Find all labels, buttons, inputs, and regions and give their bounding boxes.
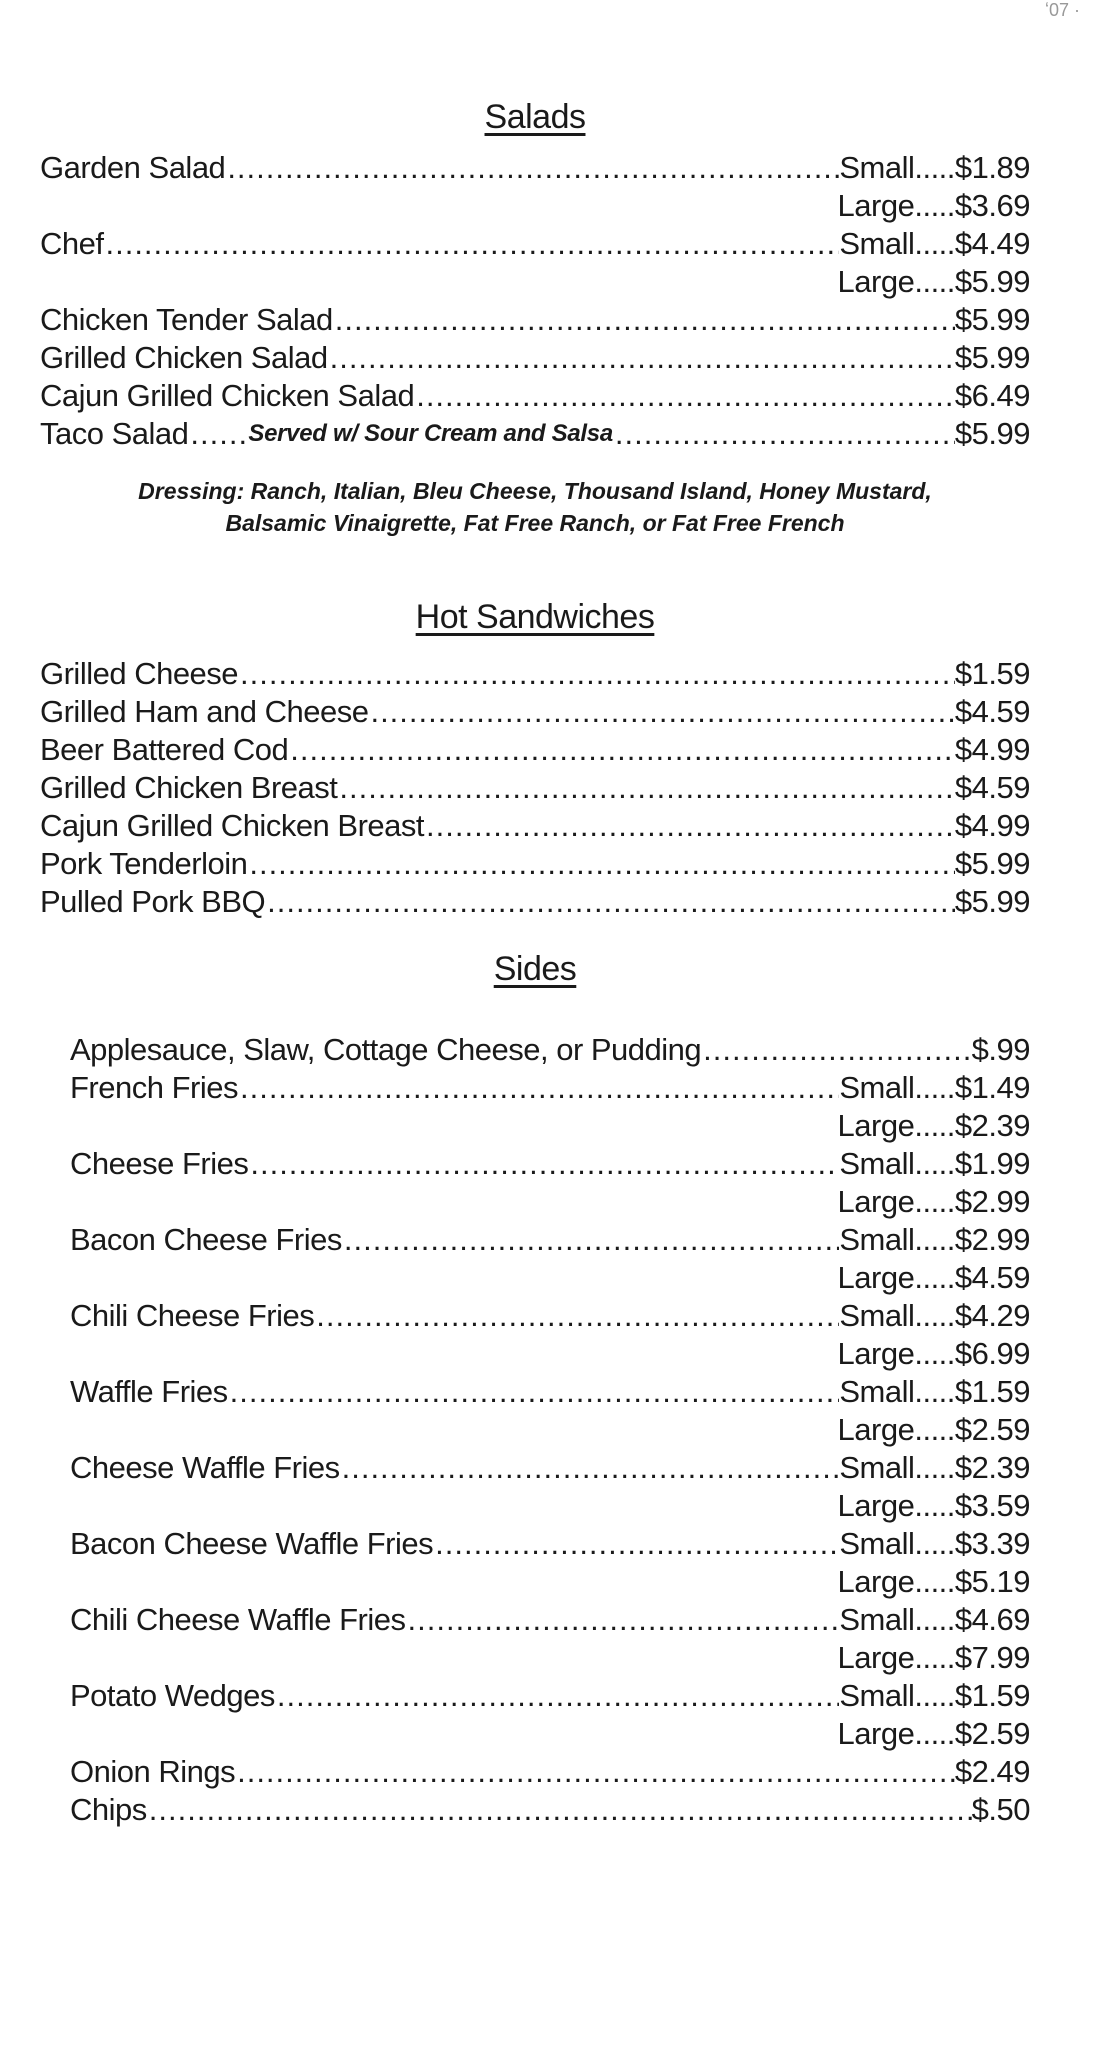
size-dots: ..... [914, 1108, 955, 1143]
dressing-note [40, 475, 1030, 539]
item-price: $5.99 [954, 302, 1030, 337]
item-size: Small [839, 1678, 915, 1713]
leader-dots [342, 1221, 839, 1259]
size-dots: ..... [914, 1222, 955, 1257]
size-dots: ..... [914, 226, 955, 261]
menu-item-row [70, 1069, 1030, 1107]
menu-item-row [70, 1297, 1030, 1335]
menu-item-row [70, 1715, 1030, 1753]
item-price: $4.29 [954, 1298, 1030, 1333]
sides-list [40, 1031, 1030, 1829]
menu-item-row [40, 301, 1030, 339]
menu-item-row [70, 1601, 1030, 1639]
item-price: $2.59 [954, 1716, 1030, 1751]
leader-dots [340, 1449, 840, 1487]
salads-list [40, 149, 1030, 453]
menu-item-row [40, 377, 1030, 415]
menu-item-row [40, 807, 1030, 845]
item-size: Small [839, 1298, 915, 1333]
menu-item-row [40, 845, 1030, 883]
menu-item-row [40, 415, 1030, 453]
menu-item-row [70, 1791, 1030, 1829]
item-price: $2.49 [954, 1754, 1030, 1789]
leader-dots [188, 415, 248, 453]
menu-item-row [70, 1183, 1030, 1221]
item-price: $5.99 [954, 340, 1030, 375]
item-size: Small [839, 1602, 915, 1637]
dressing-line-1: Dressing: Ranch, Italian, Bleu Cheese, Thousand Island, Honey Mustard, [138, 478, 932, 504]
leader-dots [314, 1297, 839, 1335]
item-size: Large [837, 264, 915, 299]
item-name: Applesauce, Slaw, Cottage Cheese, or Pudding [70, 1032, 702, 1067]
leader-dots [406, 1601, 840, 1639]
item-price: $1.99 [954, 1146, 1030, 1181]
item-name: Cheese Fries [70, 1146, 249, 1181]
corner-mark: ʻ07 · [1044, 0, 1080, 20]
item-price: $2.99 [954, 1222, 1030, 1257]
item-price: $2.39 [954, 1108, 1030, 1143]
item-name: Chips [70, 1792, 147, 1827]
item-price: $4.99 [954, 808, 1030, 843]
item-price: $4.59 [954, 1260, 1030, 1295]
leader-dots [613, 415, 955, 453]
menu-item-row [70, 1259, 1030, 1297]
item-price: $6.49 [954, 378, 1030, 413]
item-size: Small [839, 1146, 915, 1181]
item-price: $1.59 [954, 656, 1030, 691]
menu-item-row [70, 1031, 1030, 1069]
item-name: Potato Wedges [70, 1678, 275, 1713]
item-size: Small [839, 1526, 915, 1561]
item-name: Taco Salad [40, 416, 189, 451]
item-price: $4.59 [954, 694, 1030, 729]
item-name: Grilled Chicken Breast [40, 770, 338, 805]
item-note: Served w/ Sour Cream and Salsa [248, 420, 613, 447]
item-price: $5.99 [954, 846, 1030, 881]
size-dots: ..... [914, 1146, 955, 1181]
item-size: Small [839, 150, 915, 185]
leader-dots [235, 1753, 955, 1791]
item-name: Bacon Cheese Waffle Fries [70, 1526, 434, 1561]
salads-section [40, 98, 1030, 539]
item-price: $5.19 [954, 1564, 1030, 1599]
leader-dots [337, 769, 955, 807]
size-dots: ..... [914, 1488, 955, 1523]
menu-item-row [70, 1145, 1030, 1183]
leader-dots [288, 731, 955, 769]
menu-item-row [70, 1487, 1030, 1525]
size-dots: ..... [914, 1716, 955, 1751]
size-dots: ..... [914, 150, 955, 185]
item-price: $2.99 [954, 1184, 1030, 1219]
item-price: $2.39 [954, 1450, 1030, 1485]
item-price: $2.59 [954, 1412, 1030, 1447]
menu-item-row [40, 149, 1030, 187]
menu-item-row [40, 655, 1030, 693]
item-name: Pulled Pork BBQ [40, 884, 266, 919]
item-size: Large [837, 1716, 915, 1751]
item-name: French Fries [70, 1070, 238, 1105]
item-price: $5.99 [954, 416, 1030, 451]
menu-item-row [40, 693, 1030, 731]
item-name: Beer Battered Cod [40, 732, 289, 767]
size-dots: ..... [914, 188, 955, 223]
item-size: Large [837, 1564, 915, 1599]
leader-dots [424, 807, 955, 845]
size-dots: ..... [914, 1298, 955, 1333]
item-size: Large [837, 1412, 915, 1447]
item-size: Small [839, 226, 915, 261]
item-name: Cheese Waffle Fries [70, 1450, 340, 1485]
item-price: $3.39 [954, 1526, 1030, 1561]
sides-heading: Sides [493, 950, 577, 988]
size-dots: ..... [914, 1374, 955, 1409]
item-name: Garden Salad [40, 150, 226, 185]
leader-dots [103, 225, 839, 263]
item-name: Chicken Tender Salad [40, 302, 333, 337]
leader-dots [238, 1069, 839, 1107]
menu-item-row [70, 1525, 1030, 1563]
item-price: $6.99 [954, 1336, 1030, 1371]
menu-item-row [70, 1107, 1030, 1145]
menu-item-row [70, 1335, 1030, 1373]
item-size: Large [837, 1640, 915, 1675]
leader-dots [275, 1677, 839, 1715]
leader-dots [414, 377, 955, 415]
item-price: $5.99 [954, 264, 1030, 299]
item-size: Small [839, 1374, 915, 1409]
item-size: Large [837, 1108, 915, 1143]
leader-dots [147, 1791, 972, 1829]
item-name: Bacon Cheese Fries [70, 1222, 342, 1257]
menu-item-row [70, 1411, 1030, 1449]
item-name: Chili Cheese Waffle Fries [70, 1602, 406, 1637]
leader-dots [247, 845, 955, 883]
item-size: Large [837, 188, 915, 223]
leader-dots [328, 339, 955, 377]
size-dots: ..... [914, 1602, 955, 1637]
menu-item-row [70, 1563, 1030, 1601]
size-dots: ..... [914, 1564, 955, 1599]
menu-item-row [70, 1677, 1030, 1715]
item-size: Large [837, 1488, 915, 1523]
leader-dots [225, 149, 839, 187]
menu-item-row [70, 1449, 1030, 1487]
menu-item-row [40, 187, 1030, 225]
leader-dots [701, 1031, 972, 1069]
menu-item-row [70, 1221, 1030, 1259]
item-price: $4.59 [954, 770, 1030, 805]
size-dots: ..... [914, 1070, 955, 1105]
item-price: $1.59 [954, 1374, 1030, 1409]
item-size: Large [837, 1184, 915, 1219]
item-price: $4.99 [954, 732, 1030, 767]
item-price: $1.59 [954, 1678, 1030, 1713]
size-dots: ..... [914, 1260, 955, 1295]
item-price: $4.69 [954, 1602, 1030, 1637]
leader-dots [228, 1373, 840, 1411]
item-price: $7.99 [954, 1640, 1030, 1675]
dressing-line-2: Balsamic Vinaigrette, Fat Free Ranch, or Fat Free French [225, 510, 845, 536]
menu-item-row [40, 339, 1030, 377]
item-price: $3.59 [954, 1488, 1030, 1523]
item-name: Cajun Grilled Chicken Breast [40, 808, 425, 843]
item-size: Small [839, 1222, 915, 1257]
size-dots: ..... [914, 1336, 955, 1371]
item-size: Large [837, 1336, 915, 1371]
hot-sandwiches-section [40, 598, 1030, 921]
menu-item-row [70, 1753, 1030, 1791]
item-name: Chef [40, 226, 104, 261]
leader-dots [333, 301, 955, 339]
menu-item-row [40, 225, 1030, 263]
item-name: Grilled Cheese [40, 656, 239, 691]
leader-dots [248, 1145, 839, 1183]
leader-dots [238, 655, 955, 693]
item-price: $3.69 [954, 188, 1030, 223]
item-name: Chili Cheese Fries [70, 1298, 315, 1333]
size-dots: ..... [914, 1450, 955, 1485]
sides-section [40, 950, 1030, 1829]
menu-item-row [40, 731, 1030, 769]
item-price: $.99 [971, 1032, 1030, 1067]
item-price: $4.49 [954, 226, 1030, 261]
item-name: Onion Rings [70, 1754, 236, 1789]
item-price: $1.49 [954, 1070, 1030, 1105]
salads-heading: Salads [484, 98, 586, 136]
item-name: Grilled Ham and Cheese [40, 694, 369, 729]
size-dots: ..... [914, 1640, 955, 1675]
item-name: Cajun Grilled Chicken Salad [40, 378, 415, 413]
size-dots: ..... [914, 1412, 955, 1447]
menu-item-row [40, 263, 1030, 301]
size-dots: ..... [914, 1526, 955, 1561]
item-price: $1.89 [954, 150, 1030, 185]
item-size: Small [839, 1450, 915, 1485]
item-size: Small [839, 1070, 915, 1105]
item-name: Pork Tenderloin [40, 846, 248, 881]
item-price: $.50 [971, 1792, 1030, 1827]
item-size: Large [837, 1260, 915, 1295]
menu-item-row [40, 769, 1030, 807]
size-dots: ..... [914, 264, 955, 299]
size-dots: ..... [914, 1184, 955, 1219]
hot-sandwiches-list [40, 655, 1030, 921]
size-dots: ..... [914, 1678, 955, 1713]
item-price: $5.99 [954, 884, 1030, 919]
menu-item-row [40, 883, 1030, 921]
leader-dots [433, 1525, 839, 1563]
leader-dots [265, 883, 955, 921]
item-name: Grilled Chicken Salad [40, 340, 328, 375]
menu-item-row [70, 1373, 1030, 1411]
item-name: Waffle Fries [70, 1374, 228, 1409]
hot-sandwiches-heading: Hot Sandwiches [415, 598, 655, 636]
menu-item-row [70, 1639, 1030, 1677]
leader-dots [368, 693, 954, 731]
